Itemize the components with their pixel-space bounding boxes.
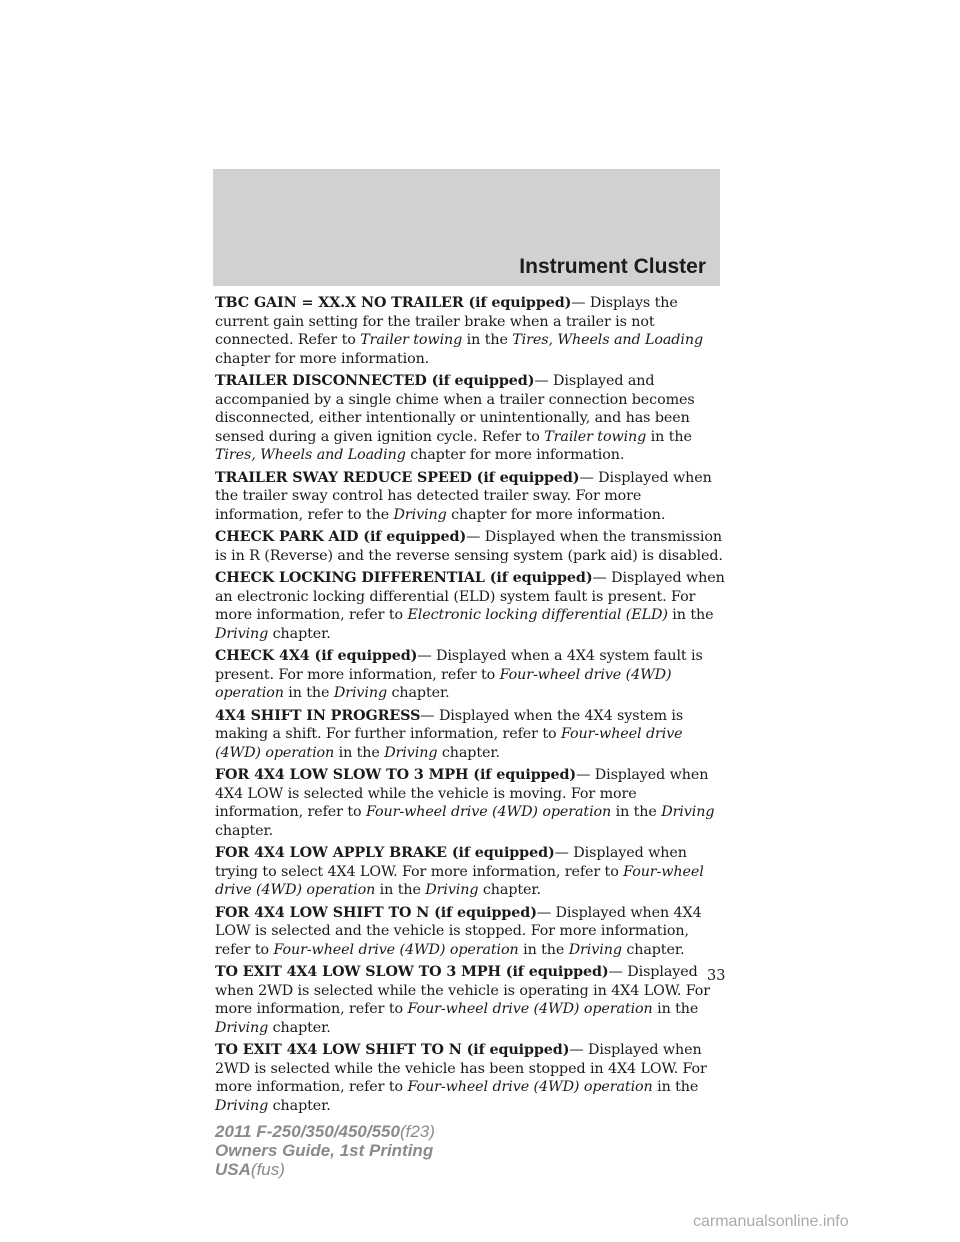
message-text: in the [518,941,569,958]
footer-model: 2011 F-250/350/450/550 [215,1122,400,1141]
cross-reference: Tires, Wheels and Loading [215,447,406,463]
message-text: — Displayed when the trailer sway control has detected trailer sway. For more information, refer to the [215,469,712,523]
message-entry [215,904,725,960]
message-text: — Displayed when the 4X4 system is making a shift. For further information, refer to [215,707,684,742]
message-entry [215,1041,725,1115]
message-entry [215,569,725,643]
cross-reference: Four-wheel drive (4WD) operation [215,666,672,701]
cross-reference: Driving [215,1097,269,1114]
message-heading: TRAILER SWAY REDUCE SPEED (if equipped) [215,469,580,486]
message-text: in the [611,804,662,820]
footer-model-line [215,1122,435,1141]
message-heading: CHECK LOCKING DIFFERENTIAL (if equipped) [215,570,593,586]
message-text: — Displayed when trying to select 4X4 LOW. For more information, refer to [215,845,687,880]
footer-region-line [215,1160,435,1179]
watermark-link[interactable]: carmanualsonline.info [693,1213,849,1230]
cross-reference: Four-wheel drive (4WD) operation [407,1079,653,1095]
message-text: in the [652,1001,699,1017]
cross-reference: Electronic locking differential (ELD) [407,607,668,623]
message-text: chapter. [387,685,450,701]
footer-region: USA [215,1160,251,1179]
message-text: chapter. [268,1097,331,1114]
cross-reference: Driving [568,941,622,958]
message-entry [215,372,725,465]
cross-reference: Driving [393,506,447,523]
message-text: — Displayed when 2WD is selected while the vehicle is operating in 4X4 LOW. For more information, refer to [215,964,710,1017]
cross-reference: Four-wheel drive (4WD) operation [407,1001,653,1017]
message-text: — Displayed when 4X4 LOW is selected while the vehicle is moving. For more information, refer to [215,767,709,820]
page-number: 33 [707,968,726,984]
cross-reference: Driving [215,1019,269,1036]
message-entry [215,707,725,763]
message-text: — Displayed when 2WD is selected while the vehicle has been stopped in 4X4 LOW. For more information, refer to [215,1042,707,1095]
footer-region-code: (fus) [250,1160,285,1179]
message-text: in the [646,428,692,445]
message-heading: TO EXIT 4X4 LOW SHIFT TO N (if equipped) [215,1042,570,1058]
chapter-title: Instrument Cluster [519,255,706,278]
footer-printing: Owners Guide, 1st Printing [215,1141,434,1160]
cross-reference: Four-wheel drive (4WD) operation [365,804,612,820]
message-text: in the [283,685,334,701]
message-heading: FOR 4X4 LOW SLOW TO 3 MPH (if equipped) [215,767,577,783]
message-text: chapter for more information. [446,506,666,523]
message-text: chapter. [268,1019,331,1036]
cross-reference: Trailer towing [544,428,647,445]
footer-model-code: (f23) [399,1122,435,1141]
message-heading: TO EXIT 4X4 LOW SLOW TO 3 MPH (if equipped) [215,964,609,980]
message-text: chapter. [215,822,274,839]
cross-reference: Four-wheel drive (4WD) operation [215,726,683,761]
message-text: chapter. [621,941,685,958]
message-entry [215,844,725,900]
cross-reference: Driving [425,882,479,898]
chapter-header-bar [213,169,720,286]
message-text: — Displayed when 4X4 LOW is selected and the vehicle is stopped. For more information, refer to [215,904,702,958]
message-text: chapter for more information. [405,447,625,463]
cross-reference: Driving [384,744,438,761]
cross-reference: Four-wheel drive (4WD) operation [273,941,519,958]
message-entry [215,528,725,565]
cross-reference: Trailer towing [360,332,463,348]
message-text: — Displayed when a 4X4 system fault is present. For more information, refer to [215,648,703,683]
message-text: in the [334,744,385,761]
message-text: — Displayed when an electronic locking differential (ELD) system fault is present. For more information, refer to [215,570,725,623]
cross-reference: Driving [333,685,388,701]
cross-reference: Tires, Wheels and Loading [512,332,703,348]
message-text: in the [652,1079,699,1095]
message-heading: CHECK PARK AID (if equipped) [215,529,467,545]
message-entry [215,963,725,1037]
message-heading: TBC GAIN = XX.X NO TRAILER (if equipped) [215,295,572,311]
cross-reference: Driving [661,804,715,820]
message-text: — Displayed and accompanied by a single chime when a trailer connection becomes disconnected, either intentionally or unintentionally, and has been sensed during a given ignition cycle. Refer to [215,373,695,445]
message-heading: FOR 4X4 LOW APPLY BRAKE (if equipped) [215,845,555,861]
cross-reference: Four-wheel drive (4WD) operation [215,863,704,898]
message-heading: FOR 4X4 LOW SHIFT TO N (if equipped) [215,904,537,921]
message-entry [215,647,725,703]
message-entry [215,766,725,840]
message-entry [215,294,725,368]
message-text: chapter. [478,882,541,898]
message-text: in the [667,607,714,623]
message-text: chapter. [437,744,500,761]
message-text: chapter for more information. [215,350,430,367]
message-text: in the [462,332,513,348]
message-heading: TRAILER DISCONNECTED (if equipped) [215,373,535,389]
message-text: — Displays the current gain setting for the trailer brake when a trailer is not connected. Refer to [215,295,678,348]
message-text: — Displayed when the transmission is in R (Reverse) and the reverse sensing system (park aid) is disabled. [215,529,723,564]
message-list [215,294,725,1119]
message-heading: 4X4 SHIFT IN PROGRESS [215,707,421,724]
cross-reference: Driving [215,625,269,642]
document-footer [215,1122,435,1179]
message-heading: CHECK 4X4 (if equipped) [215,648,418,664]
message-text: in the [375,882,426,898]
message-entry [215,469,725,525]
message-text: chapter. [268,625,331,642]
